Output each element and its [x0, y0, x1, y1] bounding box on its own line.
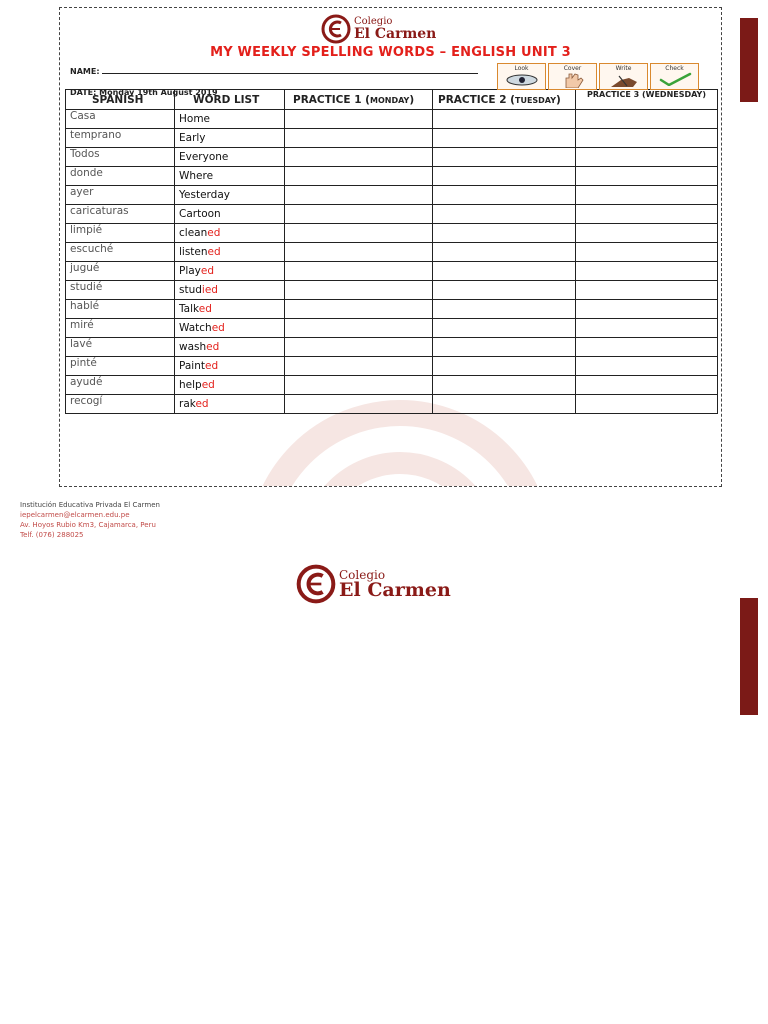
practice-2-cell[interactable] [433, 224, 576, 243]
practice-2-cell[interactable] [433, 243, 576, 262]
writing-hand-icon [607, 72, 641, 88]
practice-2-cell[interactable] [433, 376, 576, 395]
table-row [66, 357, 718, 376]
practice-1-cell[interactable] [285, 129, 433, 148]
english-word [175, 319, 285, 338]
practice-3-cell[interactable] [576, 395, 718, 414]
english-word-base: Everyone [179, 151, 229, 163]
table-row [66, 338, 718, 357]
worksheet [59, 7, 722, 487]
english-word [175, 148, 285, 167]
practice-1-cell[interactable] [285, 167, 433, 186]
table-row [66, 262, 718, 281]
practice-1-cell[interactable] [285, 281, 433, 300]
step-cover-label: Cover [563, 65, 582, 72]
practice-1-cell[interactable] [285, 110, 433, 129]
practice-1-cell[interactable] [285, 376, 433, 395]
school-logo [321, 14, 436, 44]
spanish-word: ayer [66, 186, 175, 205]
english-word [175, 376, 285, 395]
english-word-suffix: ed [211, 322, 225, 334]
step-cover [548, 63, 597, 90]
english-word-suffix: ed [207, 246, 221, 258]
spanish-word: donde [66, 167, 175, 186]
header-practice-2-main: PRACTICE 2 ( [438, 93, 515, 106]
table-row [66, 129, 718, 148]
practice-2-cell[interactable] [433, 262, 576, 281]
table-row [66, 243, 718, 262]
spanish-word: temprano [66, 129, 175, 148]
practice-3-cell[interactable] [576, 281, 718, 300]
practice-3-cell[interactable] [576, 148, 718, 167]
practice-2-cell[interactable] [433, 395, 576, 414]
look-cover-write-check-strip [497, 63, 701, 90]
spanish-word: Casa [66, 110, 175, 129]
table-row [66, 300, 718, 319]
table-row [66, 205, 718, 224]
english-word-base: Cartoon [179, 208, 221, 220]
practice-1-cell[interactable] [285, 148, 433, 167]
table-row [66, 148, 718, 167]
practice-2-cell[interactable] [433, 319, 576, 338]
practice-3-cell[interactable] [576, 338, 718, 357]
spanish-word: miré [66, 319, 175, 338]
practice-1-cell[interactable] [285, 224, 433, 243]
english-word [175, 300, 285, 319]
english-word [175, 357, 285, 376]
table-row [66, 376, 718, 395]
logo-big-text: El Carmen [354, 26, 437, 42]
english-word-base: wash [179, 341, 207, 353]
name-label: NAME: [70, 67, 100, 76]
english-word [175, 395, 285, 414]
practice-1-cell[interactable] [285, 338, 433, 357]
worksheet-title: MY WEEKLY SPELLING WORDS – ENGLISH UNIT 3 [210, 45, 571, 60]
english-word-suffix: ed [201, 379, 215, 391]
table-row [66, 281, 718, 300]
header-practice-3: PRACTICE 3 (WEDNESDAY) [576, 90, 718, 110]
english-word-base: Yesterday [179, 189, 230, 201]
practice-1-cell[interactable] [285, 262, 433, 281]
table-row [66, 110, 718, 129]
english-word-suffix: ied [201, 284, 218, 296]
practice-2-cell[interactable] [433, 186, 576, 205]
english-word-base: rak [179, 398, 196, 410]
school-emblem-icon [321, 14, 351, 44]
table-row [66, 186, 718, 205]
practice-3-cell[interactable] [576, 300, 718, 319]
practice-3-cell[interactable] [576, 167, 718, 186]
step-write [599, 63, 648, 90]
spanish-word: pinté [66, 357, 175, 376]
step-check [650, 63, 699, 90]
practice-3-cell[interactable] [576, 243, 718, 262]
spanish-word: caricaturas [66, 205, 175, 224]
step-look [497, 63, 546, 90]
footer-institution: Institución Educativa Privada El Carmen [20, 501, 160, 509]
header-practice-2: PRACTICE 2 (TUESDAY) [433, 90, 576, 110]
practice-2-cell[interactable] [433, 148, 576, 167]
spelling-table [65, 89, 718, 414]
table-row [66, 319, 718, 338]
practice-1-cell[interactable] [285, 300, 433, 319]
spanish-word: hablé [66, 300, 175, 319]
footer-phone: Telf. (076) 288025 [20, 531, 84, 539]
practice-3-cell[interactable] [576, 129, 718, 148]
english-word-base: Watch [179, 322, 212, 334]
step-check-label: Check [665, 65, 684, 72]
table-row [66, 395, 718, 414]
english-word-base: listen [179, 246, 208, 258]
school-emblem-large-icon [296, 564, 336, 604]
english-word [175, 167, 285, 186]
footer-address: Av. Hoyos Rubio Km3, Cajamarca, Peru [20, 521, 156, 529]
english-word [175, 205, 285, 224]
english-word [175, 338, 285, 357]
practice-2-cell[interactable] [433, 205, 576, 224]
english-word-suffix: ed [206, 341, 220, 353]
english-word-base: stud [179, 284, 202, 296]
checkmark-icon [658, 72, 692, 86]
hand-icon [556, 72, 590, 88]
header-spanish: SPANISH [66, 90, 175, 110]
practice-1-cell[interactable] [285, 186, 433, 205]
practice-3-cell[interactable] [576, 205, 718, 224]
school-logo-large [296, 564, 451, 604]
practice-1-cell[interactable] [285, 243, 433, 262]
english-word-suffix: ed [207, 227, 221, 239]
english-word [175, 110, 285, 129]
english-word [175, 186, 285, 205]
spanish-word: limpié [66, 224, 175, 243]
table-row [66, 224, 718, 243]
practice-1-cell[interactable] [285, 319, 433, 338]
logo-large-small-text: Colegio [339, 567, 386, 582]
practice-1-cell[interactable] [285, 205, 433, 224]
eye-icon [505, 72, 539, 86]
practice-2-cell[interactable] [433, 281, 576, 300]
name-blank [102, 73, 478, 74]
practice-3-cell[interactable] [576, 262, 718, 281]
practice-2-cell[interactable] [433, 167, 576, 186]
english-word-base: Play [179, 265, 201, 277]
spanish-word: recogí [66, 395, 175, 414]
practice-3-cell[interactable] [576, 376, 718, 395]
spanish-word: studié [66, 281, 175, 300]
practice-3-cell[interactable] [576, 224, 718, 243]
logo-large-big-text: El Carmen [339, 578, 451, 601]
header-practice-1-main: PRACTICE 1 ( [293, 93, 370, 106]
english-word-suffix: ed [195, 398, 209, 410]
english-word-suffix: ed [204, 360, 219, 372]
practice-2-cell[interactable] [433, 357, 576, 376]
header-practice-1: PRACTICE 1 (MONDAY) [285, 90, 433, 110]
english-word-suffix: ed [198, 303, 212, 315]
practice-3-cell[interactable] [576, 357, 718, 376]
spanish-word: escuché [66, 243, 175, 262]
english-word [175, 243, 285, 262]
practice-2-cell[interactable] [433, 129, 576, 148]
practice-3-cell[interactable] [576, 110, 718, 129]
spanish-word: Todos [66, 148, 175, 167]
practice-2-cell[interactable] [433, 110, 576, 129]
side-accent-bar-bottom [740, 598, 758, 715]
english-word-base: clean [179, 227, 208, 239]
logo-small-text: Colegio [354, 16, 393, 27]
english-word-base: Talk [179, 303, 199, 315]
practice-3-cell[interactable] [576, 186, 718, 205]
spanish-word: lavé [66, 338, 175, 357]
english-word-base: Early [179, 132, 206, 144]
practice-1-cell[interactable] [285, 395, 433, 414]
practice-3-cell[interactable] [576, 319, 718, 338]
date-label: DATE: Monday 19th August 2019 [70, 88, 218, 97]
practice-2-cell[interactable] [433, 300, 576, 319]
english-word [175, 224, 285, 243]
header-practice-2-day: TUESDAY [514, 95, 557, 105]
table-row [66, 167, 718, 186]
header-word-list: WORD LIST [175, 90, 285, 110]
spanish-word: jugué [66, 262, 175, 281]
side-accent-bar-top [740, 18, 758, 102]
english-word-suffix: ed [200, 265, 215, 277]
english-word-base: Home [179, 113, 211, 125]
name-line [70, 67, 478, 76]
footer-email: iepelcarmen@elcarmen.edu.pe [20, 511, 130, 519]
english-word-base: Where [179, 170, 214, 182]
footer-contact [20, 500, 220, 542]
step-write-label: Write [615, 65, 632, 72]
practice-2-cell[interactable] [433, 338, 576, 357]
english-word [175, 281, 285, 300]
english-word [175, 129, 285, 148]
spanish-word: ayudé [66, 376, 175, 395]
header-practice-1-day: MONDAY [369, 95, 410, 105]
step-look-label: Look [514, 65, 529, 72]
english-word [175, 262, 285, 281]
english-word-base: help [179, 379, 202, 391]
practice-1-cell[interactable] [285, 357, 433, 376]
english-word-base: Paint [179, 360, 205, 372]
